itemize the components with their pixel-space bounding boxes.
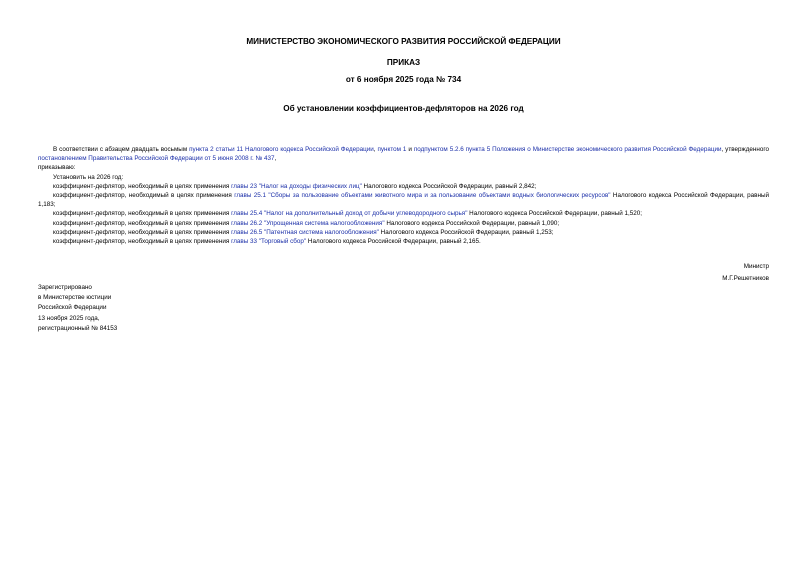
coefficient-prefix: коэффициент-дефлятор, необходимый в целях применения xyxy=(53,192,235,200)
coefficient-suffix: Налогового кодекса Российской Федерации, равный 1,520; xyxy=(467,210,643,218)
link-chapter-25-4[interactable]: главы 25.4 "Налог на дополнительный доход от добычи углеводородного сырья" xyxy=(231,210,468,218)
link-chapter-26-2[interactable]: главы 26.2 "Упрощенная система налогообложения" xyxy=(231,219,385,227)
registration-block xyxy=(38,283,117,334)
link-chapter-26-5[interactable]: главы 26.5 "Патентная система налогообложения" xyxy=(231,228,379,236)
preamble-text: и xyxy=(406,146,414,153)
establish-line: Установить на 2026 год: xyxy=(53,173,124,181)
coefficient-item xyxy=(38,191,769,209)
ministry-name: МИНИСТЕРСТВО ЭКОНОМИЧЕСКОГО РАЗВИТИЯ РОССИЙСКОЙ ФЕДЕРАЦИИ xyxy=(246,37,561,46)
document-body xyxy=(38,145,769,246)
document-page xyxy=(38,0,769,571)
link-chapter-33[interactable]: главы 33 "Торговый сбор" xyxy=(231,238,307,246)
coefficient-prefix: коэффициент-дефлятор, необходимый в целях применения xyxy=(53,182,232,190)
registration-line: в Министерстве юстиции xyxy=(38,294,112,302)
document-title: Об установлении коэффициентов-дефляторов на 2026 год xyxy=(283,104,524,113)
coefficient-item xyxy=(38,182,769,191)
link-tax-code-article-11[interactable]: пункта 2 статьи 11 Налогового кодекса Российской Федерации xyxy=(189,146,374,153)
document-type: ПРИКАЗ xyxy=(386,58,421,67)
coefficient-suffix: Налогового кодекса Российской Федерации, равный 1,183; xyxy=(38,192,769,209)
preamble-text: , xyxy=(373,146,378,153)
link-chapter-25-1[interactable]: главы 25.1 "Сборы за пользование объектами животного мира и за пользование объектами водных биологических ресурсов" xyxy=(234,192,611,200)
coefficient-item xyxy=(38,228,769,237)
order-word: приказываю: xyxy=(38,164,76,172)
coefficient-prefix: коэффициент-дефлятор, необходимый в целях применения xyxy=(53,238,232,246)
link-point-1[interactable]: пунктом 1 xyxy=(377,146,407,153)
signature-block xyxy=(722,261,769,285)
registration-line: Российской Федерации xyxy=(38,304,107,312)
document-date-number: от 6 ноября 2025 года № 734 xyxy=(345,75,462,84)
coefficient-item xyxy=(38,237,769,246)
link-chapter-23[interactable]: главы 23 "Налог на доходы физических лиц" xyxy=(231,182,362,190)
coefficient-item xyxy=(38,219,769,228)
registration-date: 13 ноября 2025 года, xyxy=(38,314,100,322)
coefficient-suffix: Налогового кодекса Российской Федерации, равный 2,842; xyxy=(361,182,537,190)
coefficient-prefix: коэффициент-дефлятор, необходимый в целях применения xyxy=(53,219,232,227)
coefficient-item xyxy=(38,209,769,218)
registration-line: Зарегистрировано xyxy=(38,284,92,291)
coefficient-prefix: коэффициент-дефлятор, необходимый в целях применения xyxy=(53,210,232,218)
coefficient-suffix: Налогового кодекса Российской Федерации, равный 1,253; xyxy=(378,228,554,236)
coefficient-suffix: Налогового кодекса Российской Федерации, равный 2,165. xyxy=(306,238,481,246)
preamble-text: , xyxy=(274,155,277,163)
link-ministry-regulation[interactable]: подпунктом 5.2.6 пункта 5 Положения о Министерстве экономического развития Российской Федерации xyxy=(413,146,722,153)
signer-name: М.Г.Решетников xyxy=(722,275,769,282)
preamble-text: , утвержденного xyxy=(721,146,769,153)
link-government-decree[interactable]: постановлением Правительства Российской Федерации от 5 июня 2008 г. № 437 xyxy=(38,155,275,163)
preamble-paragraph xyxy=(38,145,769,163)
coefficient-suffix: Налогового кодекса Российской Федерации, равный 1,090; xyxy=(384,219,560,227)
coefficient-prefix: коэффициент-дефлятор, необходимый в целях применения xyxy=(53,228,232,236)
preamble-text: В соответствии с абзацем двадцать восьмым xyxy=(53,146,190,153)
registration-number: регистрационный № 84153 xyxy=(38,324,118,332)
signer-position: Министр xyxy=(743,263,769,270)
